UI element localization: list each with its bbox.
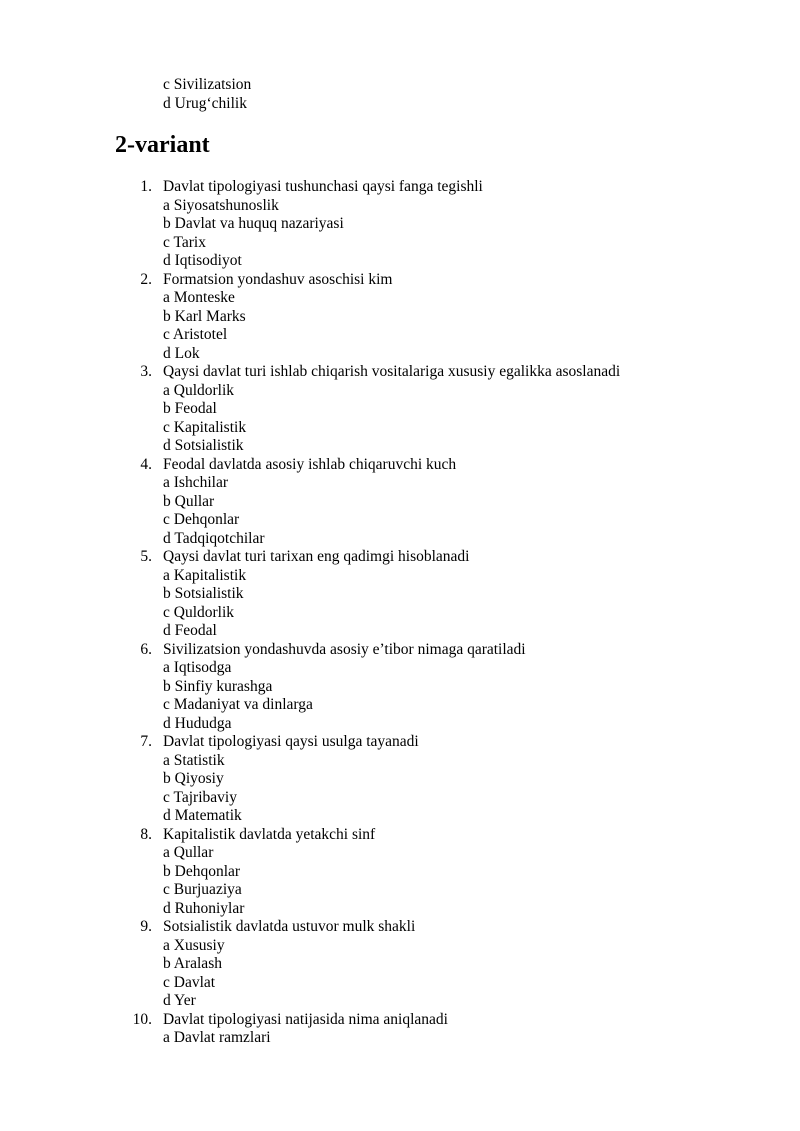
- question-number: 8.: [140, 825, 152, 843]
- question-item: [0, 641, 800, 734]
- answer-option: b Sotsialistik: [163, 585, 244, 602]
- question-number: 3.: [140, 363, 152, 380]
- question-text: Davlat tipologiyasi qaysi usulga tayanadi: [163, 733, 419, 750]
- question-item: [0, 178, 800, 271]
- question-item: [0, 456, 800, 549]
- answer-option: a Quldorlik: [163, 381, 235, 399]
- question-text: Sivilizatsion yondashuvda asosiy e’tibor nimaga qaratiladi: [163, 640, 526, 658]
- answer-option: c Tajribaviy: [163, 788, 237, 806]
- question-item: [0, 363, 800, 456]
- question-text: Kapitalistik davlatda yetakchi sinf: [163, 825, 376, 843]
- answer-option: b Davlat va huquq nazariyasi: [163, 215, 344, 232]
- answer-option: d Hududga: [163, 714, 232, 732]
- answer-option: a Ishchilar: [163, 474, 228, 491]
- question-text: Davlat tipologiyasi natijasida nima aniqlanadi: [163, 1010, 448, 1028]
- question-number: 1.: [140, 178, 152, 195]
- question-number: 6.: [140, 640, 152, 658]
- question-item: [0, 271, 800, 364]
- answer-option: c Burjuaziya: [163, 881, 242, 898]
- answer-option: d Feodal: [163, 622, 217, 639]
- answer-option: b Dehqonlar: [163, 862, 241, 880]
- question-text: Formatsion yondashuv asoschisi kim: [163, 270, 393, 288]
- answer-option: a Iqtisodga: [163, 659, 232, 676]
- question-item: [0, 826, 800, 919]
- answer-option: b Aralash: [163, 955, 222, 972]
- question-number: 7.: [140, 733, 152, 750]
- question-number: 9.: [140, 918, 152, 935]
- answer-option: d Sotsialistik: [163, 437, 244, 454]
- answer-option: a Monteske: [163, 289, 235, 306]
- option-c: c Sivilizatsion: [163, 76, 252, 93]
- previous-question-options: [163, 76, 251, 113]
- section-title: 2-variant: [115, 132, 210, 158]
- answer-option: c Tarix: [163, 233, 206, 251]
- question-list: [0, 178, 800, 1048]
- answer-option: c Aristotel: [163, 326, 228, 343]
- question-number: 4.: [140, 455, 152, 473]
- question-number: 10.: [132, 1010, 152, 1028]
- answer-option: b Qiyosiy: [163, 770, 224, 787]
- answer-option: a Statistik: [163, 751, 225, 769]
- question-item: [0, 918, 800, 1011]
- answer-option: b Sinfiy kurashga: [163, 677, 273, 695]
- question-number: 2.: [140, 270, 152, 288]
- answer-option: d Yer: [163, 992, 196, 1009]
- answer-option: d Tadqiqotchilar: [163, 529, 265, 547]
- answer-option: d Ruhoniylar: [163, 899, 245, 917]
- answer-option: c Davlat: [163, 973, 216, 991]
- question-number: 5.: [140, 548, 152, 565]
- option-d: d Urug‘chilik: [163, 94, 247, 112]
- answer-option: b Feodal: [163, 400, 217, 417]
- answer-option: c Dehqonlar: [163, 511, 240, 528]
- question-text: Feodal davlatda asosiy ishlab chiqaruvchi kuch: [163, 455, 457, 473]
- answer-option: a Qullar: [163, 844, 214, 861]
- question-text: Qaysi davlat turi tarixan eng qadimgi hisoblanadi: [163, 548, 470, 565]
- question-item: [0, 1011, 800, 1048]
- answer-option: c Madaniyat va dinlarga: [163, 696, 313, 713]
- answer-option: b Qullar: [163, 492, 215, 510]
- answer-option: d Matematik: [163, 807, 242, 824]
- question-item: [0, 548, 800, 641]
- answer-option: c Quldorlik: [163, 603, 235, 621]
- question-item: [0, 733, 800, 826]
- answer-option: a Davlat ramzlari: [163, 1029, 271, 1046]
- answer-option: a Kapitalistik: [163, 566, 247, 584]
- answer-option: b Karl Marks: [163, 307, 246, 325]
- answer-option: c Kapitalistik: [163, 418, 247, 436]
- question-text: Davlat tipologiyasi tushunchasi qaysi fanga tegishli: [163, 178, 483, 195]
- answer-option: d Iqtisodiyot: [163, 252, 242, 269]
- question-text: Sotsialistik davlatda ustuvor mulk shakli: [163, 918, 416, 935]
- question-text: Qaysi davlat turi ishlab chiqarish vositalariga xususiy egalikka asoslanadi: [163, 363, 621, 380]
- answer-option: d Lok: [163, 344, 200, 362]
- answer-option: a Siyosatshunoslik: [163, 196, 279, 214]
- answer-option: a Xususiy: [163, 936, 225, 954]
